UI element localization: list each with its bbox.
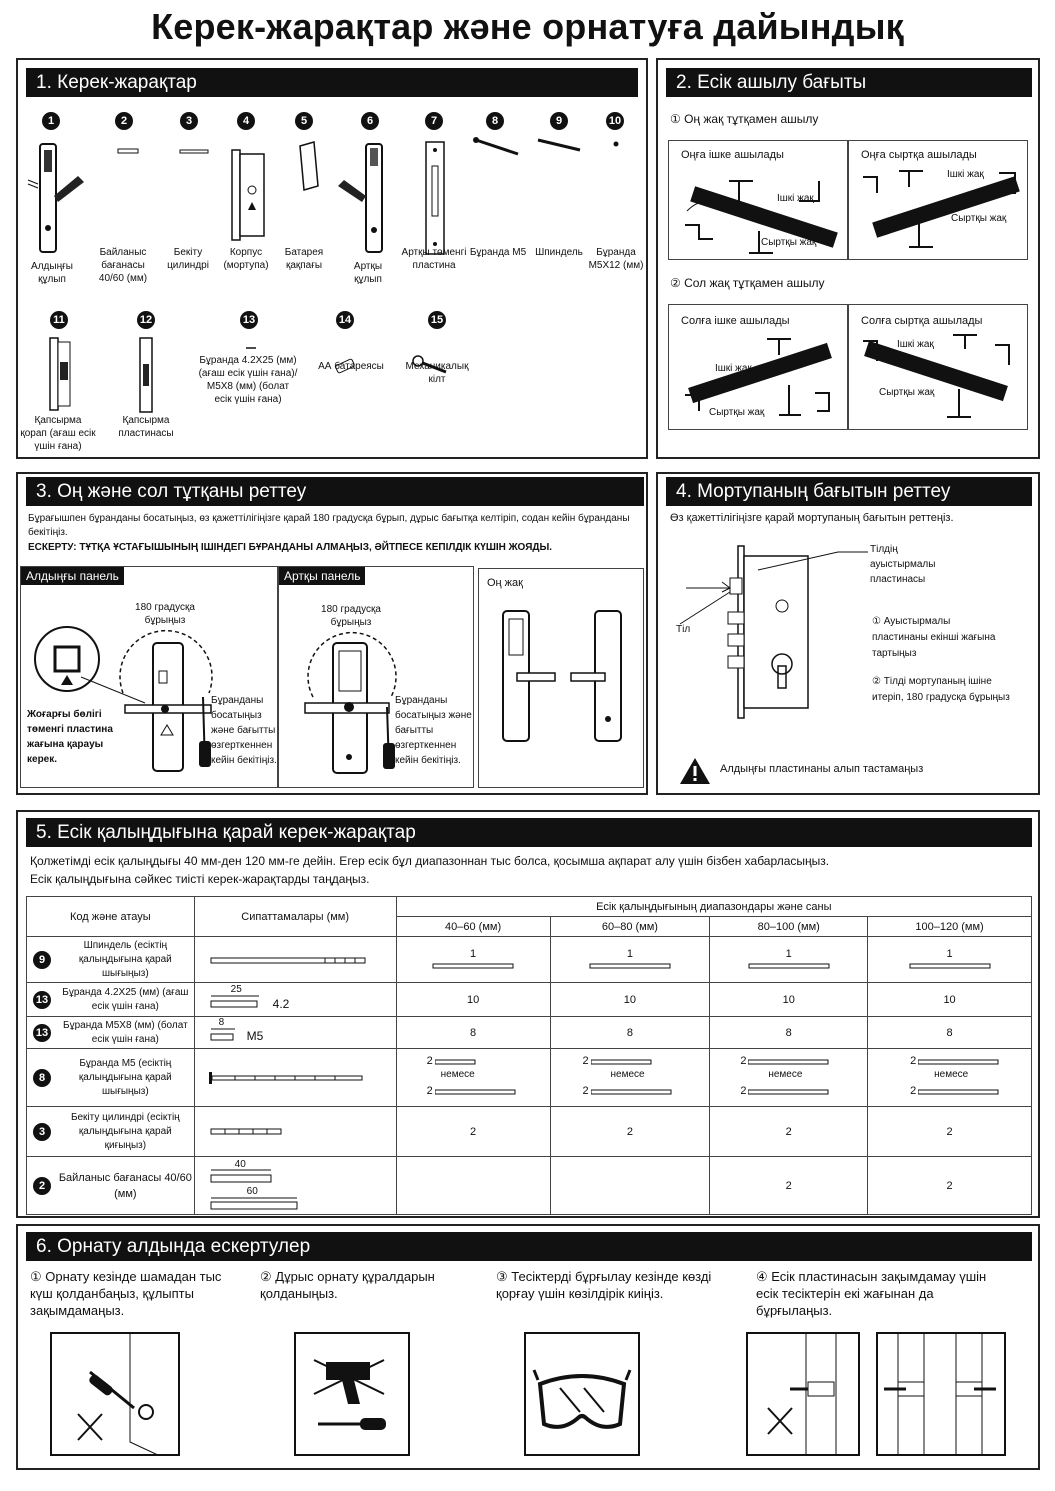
cylinder-drawing	[195, 1125, 395, 1139]
accessories-row1-illustration	[18, 136, 650, 256]
outside-label: Сыртқы жақ	[761, 237, 817, 248]
tip-2: ② Дұрыс орнату құралдарын қолданыңыз.	[260, 1269, 435, 1301]
item-number: 10	[606, 112, 624, 130]
upper-part-note: Жоғарғы бөлігі төменгі пластина жағына қарауы керек.	[27, 709, 113, 765]
front-panel-diagram	[20, 566, 278, 788]
goggles-icon	[524, 1332, 640, 1456]
item-number: 13	[240, 311, 258, 329]
row-name: Шпиндель (есіктің қалыңдығына қарай шығыңыз)	[78, 939, 172, 979]
qty: 2	[426, 1055, 433, 1067]
panel-title: Солға сыртқа ашылады	[861, 315, 983, 327]
rotate-label: 180 градусқа бұрыңыз	[321, 604, 381, 628]
section-thickness-accessories	[16, 810, 1040, 1218]
table-row	[27, 1017, 1032, 1049]
row-number: 13	[33, 991, 51, 1009]
qty: 2	[910, 1055, 917, 1067]
row-name: Байланыс бағанасы 40/60 (мм)	[58, 1171, 192, 1200]
row-name: Бұранда M5 (есіктің қалыңдығына қарай шығыңыз)	[78, 1057, 172, 1097]
right-side-diagram	[478, 568, 644, 788]
item-number: 3	[180, 112, 198, 130]
range-header: 60–80 (мм)	[550, 917, 710, 937]
qty: 2	[740, 1085, 747, 1097]
section-door-opening	[656, 58, 1040, 459]
qty	[550, 1157, 710, 1215]
range-header: 80–100 (мм)	[710, 917, 868, 937]
item-label: Механикалық кілт	[405, 361, 469, 385]
section-mortise-adjust	[656, 472, 1040, 795]
item-number: 8	[486, 112, 504, 130]
rod-drawing	[195, 1158, 395, 1214]
qty: 2	[582, 1085, 589, 1097]
screw-note: Бұранданы босатыңыз және бағытты өзгерткеннен кейін бекітіңіз.	[395, 695, 472, 766]
spindle-drawing	[195, 950, 395, 970]
qty: 2	[710, 1157, 868, 1215]
no-force-icon	[50, 1332, 180, 1456]
qty	[396, 1157, 550, 1215]
right-side-label: Оң жақ	[487, 577, 523, 589]
step-2: ② Тілді мортупаның ішіне итеріп, 180 градусқа бұрыңыз	[872, 676, 1010, 703]
table-row	[27, 1049, 1032, 1107]
item-label: Байланыс бағанасы 40/60 (мм)	[98, 247, 148, 284]
item-label: Қапсырма қорап (ағаш есік үшін ғана)	[20, 415, 96, 452]
range-header: 100–120 (мм)	[868, 917, 1032, 937]
page-title: Керек-жарақтар және орнатуға дайындық	[151, 6, 904, 47]
qty: 10	[710, 983, 868, 1017]
section-install-notes	[16, 1224, 1040, 1470]
tongue-label: Тіл	[676, 624, 691, 635]
item-number: 5	[295, 112, 313, 130]
right-handle-title: ① Оң жақ тұтқамен ашылу	[670, 112, 819, 126]
section-1-heading: 1. Керек-жарақтар	[26, 68, 638, 97]
tools-icon	[294, 1332, 410, 1456]
panel-title: Солға ішке ашылады	[681, 315, 790, 327]
item-number: 12	[137, 311, 155, 329]
step-1: ① Ауыстырмалы пластинаны екінші жағына тартыңыз	[872, 616, 996, 659]
row-number: 8	[33, 1069, 51, 1087]
rotate-label: 180 градусқа бұрыңыз	[135, 602, 195, 626]
table-row	[27, 937, 1032, 983]
qty: 2	[868, 1107, 1032, 1157]
item-label: Шпиндель	[535, 247, 583, 258]
row-name: Бұранда 4.2X25 (мм) (ағаш есік үшін ғана)	[62, 986, 189, 1012]
section-6-heading: 6. Орнату алдында ескертулер	[26, 1232, 1032, 1261]
dim-length: 40	[234, 1159, 246, 1170]
item-label: АА батареясы	[318, 361, 384, 372]
qty: 2	[910, 1085, 917, 1097]
qty: 2	[550, 1107, 710, 1157]
tip-3: ③ Тесіктерді бұрғылау кезінде көзді қорғау үшін көзілдірік киіңіз.	[496, 1269, 712, 1301]
section-3-warning: ЕСКЕРТУ: ТҰТҚА ҰСТАҒЫШЫНЫҢ ІШІНДЕГІ БҰРАНДАНЫ АЛМАҢЫЗ, ӘЙТПЕСЕ КЕПІЛДІК КҮШІН ЖОЯДЫ.	[28, 542, 553, 553]
item-label: Алдыңғы құлып	[31, 261, 73, 285]
panel-left-inward	[668, 304, 848, 430]
qty: 2	[582, 1055, 589, 1067]
section-5-text-2: Есік қалыңдығына сәйкес тиісті керек-жарақтарды таңдаңыз.	[30, 872, 370, 886]
accessories-table	[26, 896, 1032, 1215]
item-number: 7	[425, 112, 443, 130]
panel-right-inward	[668, 140, 848, 260]
qty: 8	[868, 1017, 1032, 1049]
item-number: 2	[115, 112, 133, 130]
or-word: немесе	[768, 1069, 803, 1080]
row-name: Бекіту цилиндрі (есіктің қалыңдығына қарай қиғыңыз)	[70, 1111, 180, 1151]
tip-1: ① Орнату кезінде шамадан тыс күш қолданбаңыз, құлыпты зақымдамаңыз.	[30, 1269, 222, 1318]
qty: 8	[550, 1017, 710, 1049]
qty: 1	[785, 947, 792, 960]
panel-right-outward	[848, 140, 1028, 260]
item-label: Қапсырма пластинасы	[118, 415, 174, 439]
item-label: Батарея қақпағы	[284, 247, 324, 271]
back-panel-diagram	[278, 566, 474, 788]
qty: 1	[626, 947, 633, 960]
table-row	[27, 1107, 1032, 1157]
inside-label: Ішкі жақ	[777, 193, 814, 204]
item-number: 1	[42, 112, 60, 130]
section-5-text-1: Қолжетімді есік қалыңдығы 40 мм-ден 120 мм-ге дейін. Егер есік бұл диапазоннан тыс болса, қосымша ақпарат алу үшін бізбен хабарласыңыз.	[30, 854, 830, 868]
row-number: 13	[33, 1024, 51, 1042]
section-4-text: Өз қажеттілігіңізге қарай мортупаның бағытын реттеңіз.	[670, 512, 954, 524]
outside-label: Сыртқы жақ	[879, 387, 935, 398]
row-name: Бұранда M5X8 (мм) (болат есік үшін ғана)	[63, 1019, 188, 1045]
item-number: 9	[550, 112, 568, 130]
qty: 2	[868, 1157, 1032, 1215]
section-handle-adjust	[16, 472, 648, 795]
section-3-text: Бұрағышпен бұранданы босатыңыз, өз қажеттілігіңізге қарай 180 градусқа бұрып, дұрыс бағытқа келтіріп, содан кейін бұранданы бекітіңіз.	[28, 513, 630, 538]
left-handle-title: ② Сол жақ тұтқамен ашылу	[670, 276, 825, 290]
front-panel-label: Алдыңғы панель	[21, 567, 124, 585]
qty: 10	[396, 983, 550, 1017]
screw-drawing	[195, 984, 395, 1016]
item-number: 6	[361, 112, 379, 130]
dim-diameter: M5	[246, 1029, 264, 1043]
section-5-heading: 5. Есік қалыңдығына қарай керек-жарақтар	[26, 818, 1032, 847]
item-number: 11	[50, 311, 68, 329]
qty: 10	[868, 983, 1032, 1017]
row-number: 2	[33, 1177, 51, 1195]
qty: 8	[710, 1017, 868, 1049]
item-label: Бекіту цилиндрі	[167, 247, 209, 271]
qty: 2	[740, 1055, 747, 1067]
back-panel-label: Артқы панель	[279, 567, 365, 585]
screw-note: Бұранданы босатыңыз және бағытты өзгерткеннен кейін бекітіңіз.	[211, 695, 277, 766]
screw-drawing	[195, 1018, 395, 1048]
item-number: 4	[237, 112, 255, 130]
table-row	[27, 1157, 1032, 1215]
col-code-header: Код және атауы	[27, 897, 195, 937]
dim-diameter: 4.2	[272, 997, 290, 1011]
item-number: 14	[336, 311, 354, 329]
qty: 1	[946, 947, 953, 960]
inside-label: Ішкі жақ	[947, 169, 984, 180]
section-3-heading: 3. Оң және сол тұтқаны реттеу	[26, 477, 644, 506]
col-range-header: Есік қалыңдығының диапазондары және саны	[396, 897, 1031, 917]
panel-left-outward	[848, 304, 1028, 430]
item-label: Бұранда 4.2X25 (мм) (ағаш есік үшін ғана)/ M5X8 (мм) (болат есік үшін ғана)	[198, 355, 298, 405]
switch-plate-label: Тілдің ауыстырмалы пластинасы	[870, 544, 936, 585]
section-4-heading: 4. Мортупаның бағытын реттеу	[666, 477, 1032, 506]
or-word: немесе	[934, 1069, 969, 1080]
item-label: Артқы құлып	[353, 261, 383, 285]
item-label: Корпус (мортупа)	[223, 247, 269, 271]
qty: 1	[470, 947, 477, 960]
table-row	[27, 983, 1032, 1017]
item-number: 15	[428, 311, 446, 329]
accessories-row2-illustration	[18, 332, 650, 414]
qty: 2	[710, 1107, 868, 1157]
qty: 10	[550, 983, 710, 1017]
warning-icon	[678, 756, 712, 786]
or-word: немесе	[440, 1069, 475, 1080]
outside-label: Сыртқы жақ	[951, 213, 1007, 224]
item-label: Бұранда M5X12 (мм)	[588, 247, 644, 271]
panel-title: Оңға сыртқа ашылады	[861, 149, 977, 161]
row-number: 3	[33, 1123, 51, 1141]
dim-length: 25	[230, 984, 242, 995]
or-word: немесе	[610, 1069, 645, 1080]
outside-label: Сыртқы жақ	[709, 407, 765, 418]
col-spec-header: Сипаттамалары (мм)	[194, 897, 396, 937]
inside-label: Ішкі жақ	[897, 339, 934, 350]
qty: 2	[426, 1085, 433, 1097]
row-number: 9	[33, 951, 51, 969]
drill-right-icon	[876, 1332, 1006, 1456]
item-label: Бұранда M5	[469, 247, 527, 258]
qty: 8	[396, 1017, 550, 1049]
dim-length: 60	[246, 1186, 258, 1197]
range-header: 40–60 (мм)	[396, 917, 550, 937]
drill-wrong-icon	[746, 1332, 860, 1456]
tip-4: ④ Есік пластинасын зақымдамау үшін есік тесіктерін екі жағынан да бұрғылаңыз.	[756, 1269, 987, 1318]
warning-text: Алдыңғы пластинаны алып тастамаңыз	[720, 763, 924, 775]
section-accessories	[16, 58, 648, 459]
item-label: Артқы төменгі пластина	[401, 247, 467, 271]
dim-length: 8	[218, 1017, 225, 1028]
qty: 2	[396, 1107, 550, 1157]
inside-label: Ішкі жақ	[715, 363, 752, 374]
section-2-heading: 2. Есік ашылу бағыты	[666, 68, 1032, 97]
panel-title: Оңға ішке ашылады	[681, 149, 784, 161]
screw-m5-drawing	[195, 1068, 395, 1088]
